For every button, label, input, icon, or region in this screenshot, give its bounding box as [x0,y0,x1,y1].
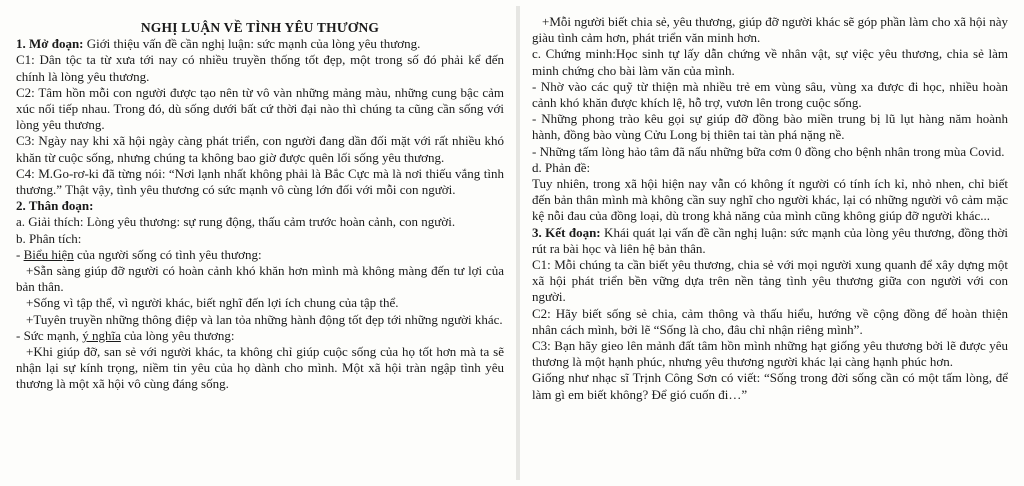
section-3-conclusion [532,225,1008,257]
left-column [16,20,504,393]
expression-item-1: +Sẵn sàng giúp đỡ người có hoàn cảnh khó khăn hơn mình mà không màng đến tư lợi của bản thân. [16,263,504,295]
evidence-item-2: - Những phong trào kêu gọi sự giúp đỡ đồng bào miền trung bị lũ lụt hàng năm hoành hành, đồng bào vùng Cửu Long bị thiên tai tàn phá nặng nề. [532,111,1008,143]
strength-rest: của lòng yêu thương: [120,327,235,343]
counterargument-heading: d. Phản đề: [532,159,591,175]
intro-option-c4: C4: M.Go-rơ-ki đã từng nói: “Nơi lạnh nhất không phải là Bắc Cực mà là nơi thiếu vắng tình thương.” Thật vậy, tình yêu thương có sức mạnh vô cùng lớn đối với mỗi con người. [16,165,504,198]
evidence-item-1: - Nhờ vào các quỹ từ thiện mà nhiều trẻ em vùng sâu, vùng xa được đi học, nhiều hoàn cảnh khó khăn được khích lệ, hỗ trợ, vươn lên trong cuộc sống. [532,78,1008,111]
expression-dash: - [16,246,24,262]
explanation-paragraph: a. Giải thích: Lòng yêu thương: sự rung động, thấu cảm trước hoàn cảnh, con người. [16,214,456,230]
intro-option-c3: C3: Ngày nay khi xã hội ngày càng phát triển, con người đang dần đối mặt với rất nhiều khó khăn từ cuộc sống, nhưng chúng ta không bao giờ được quên lối sống yêu thương. [16,133,504,165]
strength-item-1: +Khi giúp đỡ, san sẻ với người khác, ta không chỉ giúp cuộc sống của họ tốt hơn mà ta sẽ nhận lại sự kính trọng, niềm tin yêu của họ dành cho mình. Một xã hội tràn ngập tình yêu thương là một xã hội vô cùng đáng sống. [16,344,504,392]
right-column [532,14,1008,403]
evidence-heading: c. Chứng minh:Học sinh tự lấy dẫn chứng về nhân vật, sự việc yêu thương, chia sẻ làm minh chứng cho bài làm văn của mình. [532,46,1008,78]
intro-option-c2: C2: Tâm hồn mỗi con người được tạo nên từ vô vàn những mảng màu, những cung bậc cảm xúc nối tiếp nhau. Trong đó, dù sống dưới bất cứ thời đại nào thì chúng ta cũng cần sống với lòng yêu thương. [16,84,504,133]
section-1-intro [16,36,504,52]
expression-heading [16,247,504,263]
section-1-heading: 1. Mở đoạn: [16,36,84,52]
section-1-text: Giới thiệu vấn đề cần nghị luận: sức mạnh của lòng yêu thương. [83,36,421,52]
column-divider [516,6,520,480]
strength-item-2: +Mỗi người biết chia sẻ, yêu thương, giúp đỡ người khác sẽ góp phần làm cho xã hội này giàu tình cảm hơn, phát triển văn minh hơn. [532,14,1008,46]
conclusion-option-c1: C1: Mỗi chúng ta cần biết yêu thương, chia sẻ với mọi người xung quanh để xây dựng một xã hội phát triển bền vững dựa trên nền tảng tình yêu thương giữa con người với con người. [532,257,1008,305]
expression-item-2: +Sống vì tập thể, vì người khác, biết nghĩ đến lợi ích chung của tập thể. [26,295,399,311]
strength-keyword: ý nghĩa [82,327,121,343]
conclusion-option-c2: C2: Hãy biết sống sẻ chia, cảm thông và thấu hiểu, hướng về cộng đồng để hoàn thiện nhân cách mình, bởi lẽ “Sống là cho, đâu chỉ nhận riêng mình”. [532,305,1008,337]
section-3-heading: 3. Kết đoạn: [532,224,601,240]
section-2-heading: 2. Thân đoạn: [16,198,94,214]
strength-prefix: - Sức mạnh, [16,327,83,343]
strength-heading [16,328,504,344]
evidence-item-3: - Những tấm lòng hảo tâm đã nấu những bữa cơm 0 đồng cho bệnh nhân trong mùa Covid. [532,143,1005,159]
section-3-text: Khái quát lại vấn đề cần nghị luận: sức mạnh của lòng yêu thương, đồng thời rút ra bài học và liên hệ bản thân. [532,224,1009,256]
expression-keyword: Biểu hiện [23,246,74,262]
expression-item-3: +Tuyên truyền những thông điệp và lan tỏa những hành động tốt đẹp tới những người khác. [26,311,503,327]
counterargument-paragraph: Tuy nhiên, trong xã hội hiện nay vẫn có không ít người có tính ích kỉ, nhỏ nhen, chỉ biết đến bản thân mình mà không cần suy nghĩ cho người khác, lại có những người vô cảm mặc kệ nỗi đau của đồng loại, dù trong khả năng của mình cũng không giúp đỡ người khác... [532,176,1008,224]
intro-option-c1: C1: Dân tộc ta từ xưa tới nay có nhiều truyền thống tốt đẹp, một trong số đó phải kể đến chính là lòng yêu thương. [16,52,504,84]
analysis-heading: b. Phân tích: [16,230,82,246]
closing-quote: Giống như nhạc sĩ Trịnh Công Sơn có viết: “Sống trong đời sống cần có một tấm lòng, để làm gì em biết không? Để gió cuốn đi…” [532,370,1008,402]
conclusion-option-c3: C3: Bạn hãy gieo lên mảnh đất tâm hồn mình những hạt giống yêu thương bởi lẽ được yêu thương là một hạnh phúc, nhưng yêu thương người khác lại càng hạnh phúc hơn. [532,338,1008,370]
expression-rest: của người sống có tình yêu thương: [73,246,262,262]
document-title: NGHỊ LUẬN VỀ TÌNH YÊU THƯƠNG [140,20,380,35]
